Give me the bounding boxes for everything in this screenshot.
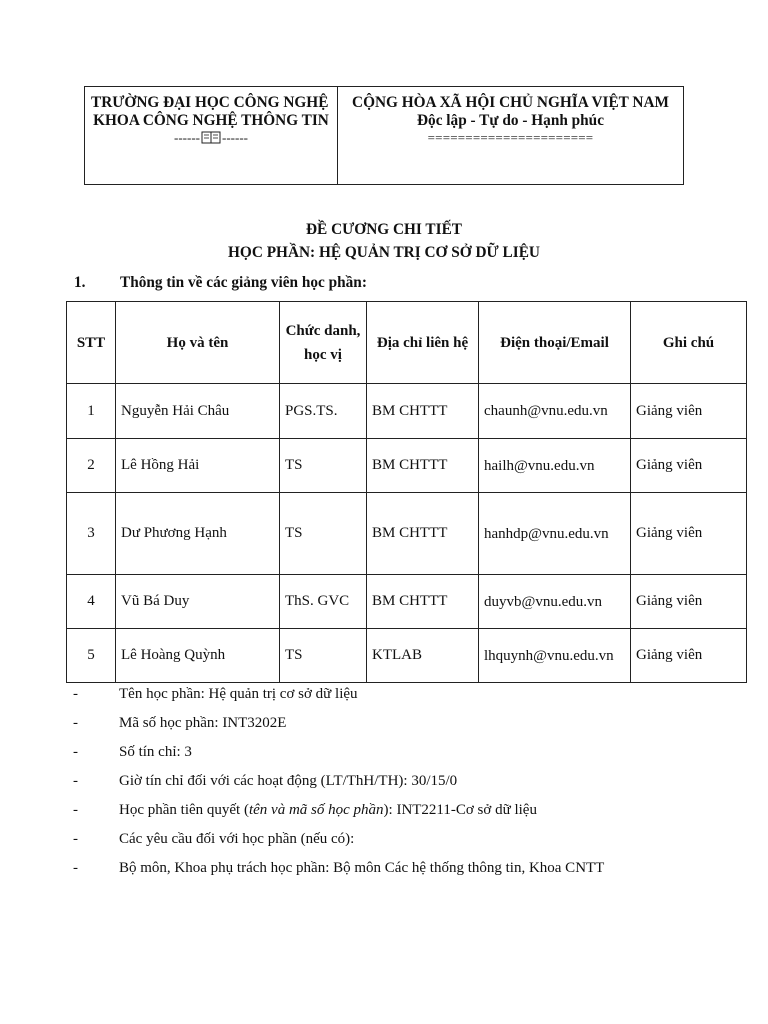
- cell-contact: duyvb@vnu.edu.vn: [479, 575, 631, 629]
- table-row: [67, 493, 747, 575]
- col-header-contact: Điện thoại/Email: [479, 302, 631, 384]
- prerequisite-value: ): INT2211-Cơ sở dữ liệu: [383, 802, 537, 818]
- responsible-department: Bộ môn, Khoa phụ trách học phần: Bộ môn Các hệ thống thông tin, Khoa CNTT: [119, 860, 605, 876]
- document-title: ĐỀ CƯƠNG CHI TIẾT: [306, 221, 462, 238]
- cell-title: ThS. GVC: [280, 575, 367, 629]
- list-item: [73, 773, 457, 790]
- cell-contact: hanhdp@vnu.edu.vn: [479, 493, 631, 575]
- col-header-unit: Địa chỉ liên hệ: [367, 302, 479, 384]
- cell-stt: 5: [67, 629, 116, 683]
- credit-hours: Giờ tín chỉ đối với các hoạt động (LT/ThH/TH): 30/15/0: [119, 773, 458, 789]
- list-item: [73, 831, 354, 848]
- course-title: HỌC PHẦN: HỆ QUẢN TRỊ CƠ SỞ DỮ LIỆU: [228, 244, 540, 261]
- university-block: [85, 87, 338, 184]
- col-header-title: Chức danh, học vị: [280, 302, 367, 384]
- cell-title: TS: [280, 493, 367, 575]
- cell-note: Giảng viên: [631, 575, 747, 629]
- bullet-dash: -: [73, 860, 78, 876]
- list-item: [73, 802, 537, 819]
- table-row: [67, 384, 747, 439]
- cell-title: TS: [280, 439, 367, 493]
- cell-stt: 1: [67, 384, 116, 439]
- cell-unit: BM CHTTT: [367, 575, 479, 629]
- book-icon: [201, 131, 221, 148]
- list-item: [73, 860, 604, 877]
- bullet-dash: -: [73, 773, 78, 789]
- section-title: Thông tin về các giảng viên học phần:: [120, 274, 367, 291]
- bullet-dash: -: [73, 802, 78, 818]
- decoration-dashes-left: ------: [174, 130, 200, 145]
- list-item: [73, 744, 192, 761]
- motto: Độc lập - Tự do - Hạnh phúc: [417, 112, 604, 129]
- course-code: Mã số học phần: INT3202E: [119, 715, 287, 731]
- cell-contact: lhquynh@vnu.edu.vn: [479, 629, 631, 683]
- course-credits: Số tín chỉ: 3: [119, 744, 192, 760]
- faculty-name: KHOA CÔNG NGHỆ THÔNG TIN: [93, 112, 329, 129]
- bullet-dash: -: [73, 744, 78, 760]
- cell-name: Dư Phương Hạnh: [116, 493, 280, 575]
- cell-title: TS: [280, 629, 367, 683]
- motto-underline: ======================: [427, 130, 594, 145]
- bullet-dash: -: [73, 831, 78, 847]
- cell-contact: hailh@vnu.edu.vn: [479, 439, 631, 493]
- cell-unit: BM CHTTT: [367, 384, 479, 439]
- cell-note: Giảng viên: [631, 439, 747, 493]
- cell-unit: KTLAB: [367, 629, 479, 683]
- table-row: [67, 439, 747, 493]
- section-heading: [74, 274, 367, 292]
- national-motto-block: [338, 87, 683, 184]
- table-header-row: [67, 302, 747, 384]
- list-item: [73, 686, 358, 703]
- cell-stt: 2: [67, 439, 116, 493]
- table-row: [67, 575, 747, 629]
- list-item: [73, 715, 286, 732]
- cell-title: PGS.TS.: [280, 384, 367, 439]
- cell-unit: BM CHTTT: [367, 439, 479, 493]
- course-name: Tên học phần: Hệ quản trị cơ sở dữ liệu: [119, 686, 358, 702]
- decoration-dashes-right: ------: [222, 130, 248, 145]
- bullet-dash: -: [73, 686, 78, 702]
- bullet-dash: -: [73, 715, 78, 731]
- cell-name: Nguyễn Hải Châu: [116, 384, 280, 439]
- header-decoration: [91, 130, 331, 148]
- university-name: TRƯỜNG ĐẠI HỌC CÔNG NGHỆ: [91, 94, 329, 111]
- course-requirements: Các yêu cầu đối với học phần (nếu có):: [119, 831, 355, 847]
- header-table: [84, 86, 684, 185]
- col-header-stt: STT: [67, 302, 116, 384]
- cell-note: Giảng viên: [631, 493, 747, 575]
- cell-stt: 4: [67, 575, 116, 629]
- cell-note: Giảng viên: [631, 629, 747, 683]
- prerequisite-hint: tên và mã số học phần: [248, 802, 384, 818]
- cell-name: Lê Hồng Hải: [116, 439, 280, 493]
- cell-name: Lê Hoàng Quỳnh: [116, 629, 280, 683]
- section-number: 1.: [74, 274, 86, 291]
- table-row: [67, 629, 747, 683]
- lecturer-table: [66, 301, 747, 683]
- prerequisite: [119, 802, 537, 818]
- republic-name: CỘNG HÒA XÃ HỘI CHỦ NGHĨA VIỆT NAM: [352, 94, 669, 111]
- cell-contact: chaunh@vnu.edu.vn: [479, 384, 631, 439]
- col-header-note: Ghi chú: [631, 302, 747, 384]
- cell-unit: BM CHTTT: [367, 493, 479, 575]
- prerequisite-prefix: Học phần tiên quyết (: [119, 802, 249, 818]
- col-header-name: Họ và tên: [116, 302, 280, 384]
- cell-name: Vũ Bá Duy: [116, 575, 280, 629]
- cell-note: Giảng viên: [631, 384, 747, 439]
- cell-stt: 3: [67, 493, 116, 575]
